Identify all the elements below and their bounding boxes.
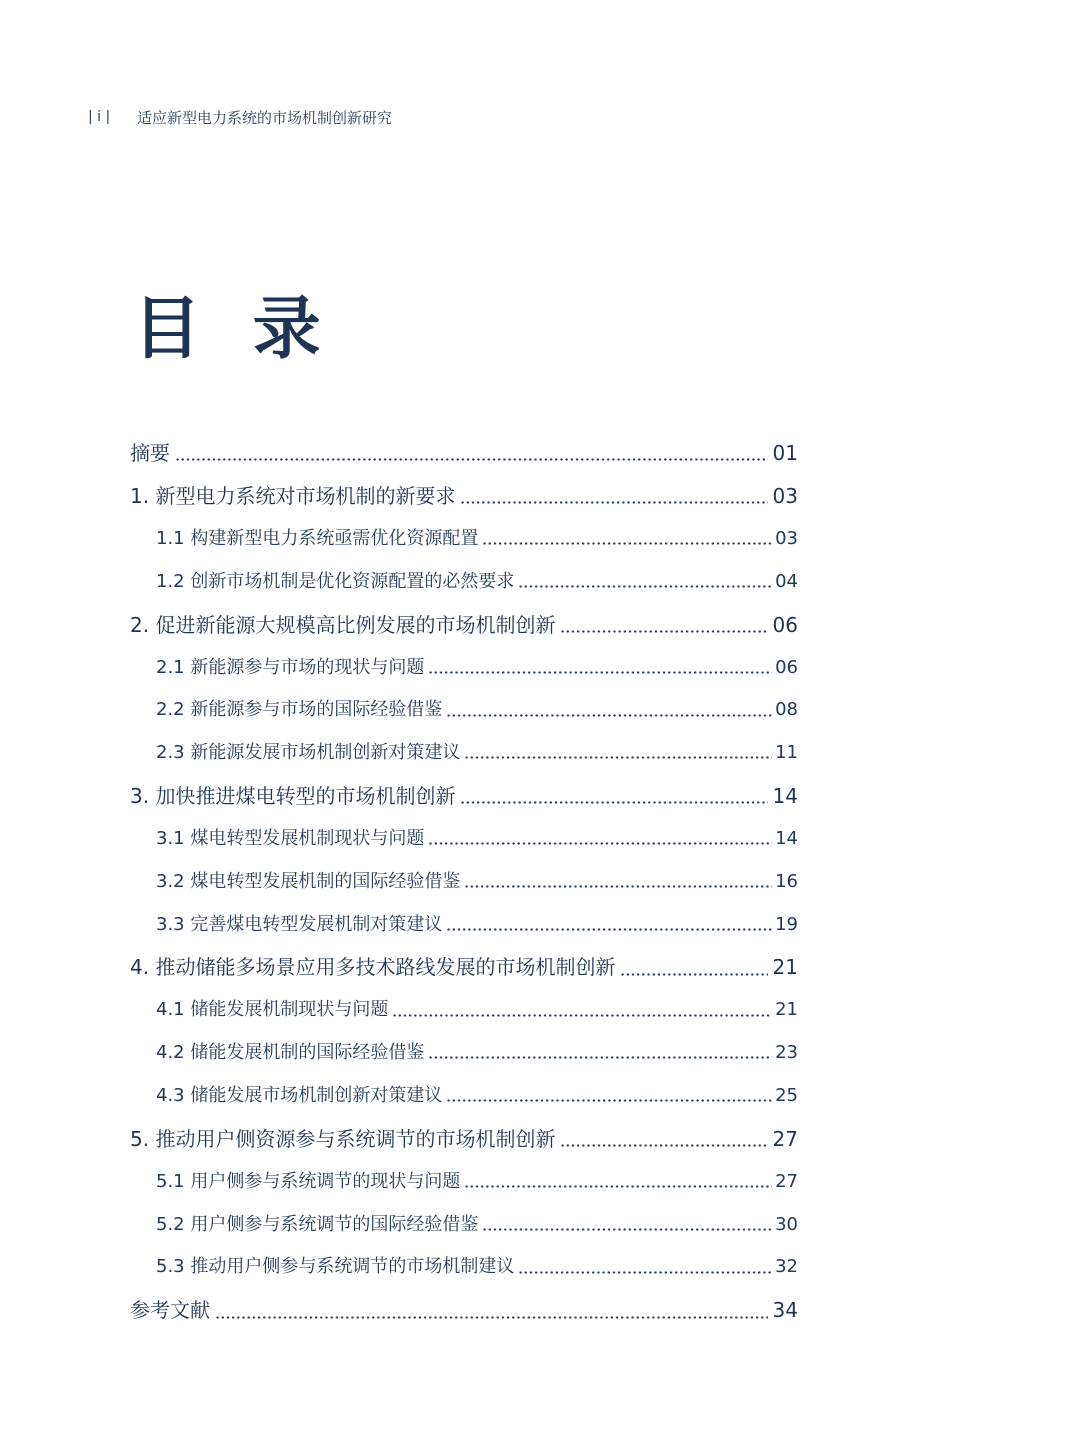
dot-leader <box>482 528 772 546</box>
toc-page-number: 27 <box>775 1170 798 1192</box>
toc-section-entry[interactable] <box>130 518 798 561</box>
dot-leader <box>446 700 772 718</box>
toc-section-entry[interactable] <box>130 1075 798 1118</box>
toc-section-entry[interactable] <box>130 904 798 947</box>
dot-leader <box>446 914 772 932</box>
toc-entry-title: 4.2 储能发展机制的国际经验借鉴 <box>156 1042 425 1064</box>
toc-page-number: 06 <box>775 656 798 678</box>
toc-page-number: 32 <box>775 1256 798 1278</box>
toc-chapter-entry[interactable] <box>130 432 798 475</box>
dot-leader <box>518 571 772 589</box>
toc-entry-title: 5.2 用户侧参与系统调节的国际经验借鉴 <box>156 1213 479 1235</box>
toc-entry-title: 摘要 <box>130 441 170 465</box>
dot-leader <box>620 957 767 977</box>
toc-section-entry[interactable] <box>130 1161 798 1204</box>
toc-chapter-entry[interactable] <box>130 946 798 989</box>
toc-chapter-entry[interactable] <box>130 775 798 818</box>
toc-chapter-entry[interactable] <box>130 604 798 647</box>
toc-entry-title: 1.2 创新市场机制是优化资源配置的必然要求 <box>156 570 515 592</box>
toc-page-number: 06 <box>772 612 798 637</box>
toc-page-number: 34 <box>772 1298 798 1323</box>
toc-page-number: 27 <box>772 1126 798 1151</box>
toc-section-entry[interactable] <box>130 561 798 604</box>
toc-section-entry[interactable] <box>130 818 798 861</box>
toc-section-entry[interactable] <box>130 861 798 904</box>
toc-entry-title: 5.3 推动用户侧参与系统调节的市场机制建议 <box>156 1256 515 1278</box>
toc-entry-title: 3.3 完善煤电转型发展机制对策建议 <box>156 913 443 935</box>
dot-leader <box>460 785 767 805</box>
toc-page-number: 14 <box>772 783 798 808</box>
toc-entry-title: 3. 加快推进煤电转型的市场机制创新 <box>130 783 456 808</box>
toc-page-number: 16 <box>775 870 798 892</box>
dot-leader <box>428 1042 772 1060</box>
toc-page-number: 30 <box>775 1213 798 1235</box>
toc-page-number: 03 <box>775 528 798 549</box>
toc-page-number: 25 <box>775 1084 798 1106</box>
toc-entry-title: 3.1 煤电转型发展机制现状与问题 <box>156 827 425 849</box>
dot-leader <box>464 742 772 760</box>
dot-leader <box>175 442 768 462</box>
toc-page-number: 19 <box>775 913 798 935</box>
dot-leader <box>560 1128 767 1148</box>
toc-section-entry[interactable] <box>130 732 798 775</box>
toc-section-entry[interactable] <box>130 1032 798 1075</box>
running-header <box>88 106 392 128</box>
toc-section-entry[interactable] <box>130 1246 798 1289</box>
dot-leader <box>428 828 772 846</box>
toc-entry-title: 2.1 新能源参与市场的现状与问题 <box>156 656 425 678</box>
toc-page-number: 11 <box>775 742 798 764</box>
toc-section-entry[interactable] <box>130 989 798 1032</box>
toc-entry-title: 参考文献 <box>130 1298 210 1323</box>
dot-leader <box>392 1000 772 1018</box>
toc-chapter-entry[interactable] <box>130 475 798 518</box>
page-marker: | i | <box>88 109 111 125</box>
running-title: 适应新型电力系统的市场机制创新研究 <box>137 108 393 127</box>
toc-section-entry[interactable] <box>130 689 798 732</box>
toc-page-number: 04 <box>775 570 798 592</box>
toc-entry-title: 5. 推动用户侧资源参与系统调节的市场机制创新 <box>130 1126 556 1151</box>
toc-entry-title: 2.2 新能源参与市场的国际经验借鉴 <box>156 699 443 721</box>
toc-page-number: 08 <box>775 699 798 721</box>
dot-leader <box>428 657 772 675</box>
toc-page-number: 03 <box>772 484 798 508</box>
toc-section-entry[interactable] <box>130 1204 798 1247</box>
dot-leader <box>518 1257 772 1275</box>
toc-entry-title: 1. 新型电力系统对市场机制的新要求 <box>130 484 456 508</box>
dot-leader <box>446 1085 772 1103</box>
toc-page-number: 14 <box>775 827 798 849</box>
toc-title: 目 录 <box>133 290 335 369</box>
toc-page-number: 21 <box>775 999 798 1021</box>
dot-leader <box>482 1214 772 1232</box>
dot-leader <box>460 485 767 505</box>
toc-chapter-entry[interactable] <box>130 1289 798 1332</box>
toc-entry-title: 3.2 煤电转型发展机制的国际经验借鉴 <box>156 870 461 892</box>
toc-entry-title: 2.3 新能源发展市场机制创新对策建议 <box>156 742 461 764</box>
dot-leader <box>560 614 767 634</box>
dot-leader <box>215 1300 768 1320</box>
toc-entry-title: 4. 推动储能多场景应用多技术路线发展的市场机制创新 <box>130 955 616 980</box>
dot-leader <box>464 871 772 889</box>
toc-page-number: 21 <box>772 955 798 980</box>
toc-entry-title: 4.1 储能发展机制现状与问题 <box>156 999 389 1021</box>
toc-entry-title: 4.3 储能发展市场机制创新对策建议 <box>156 1084 443 1106</box>
toc-section-entry[interactable] <box>130 647 798 690</box>
toc-page-number: 01 <box>772 441 798 465</box>
toc-entry-title: 5.1 用户侧参与系统调节的现状与问题 <box>156 1170 461 1192</box>
toc-entry-title: 1.1 构建新型电力系统亟需优化资源配置 <box>156 528 479 549</box>
dot-leader <box>464 1171 772 1189</box>
table-of-contents <box>130 432 798 1332</box>
toc-page-number: 23 <box>775 1042 798 1064</box>
toc-entry-title: 2. 促进新能源大规模高比例发展的市场机制创新 <box>130 612 556 637</box>
toc-chapter-entry[interactable] <box>130 1118 798 1161</box>
